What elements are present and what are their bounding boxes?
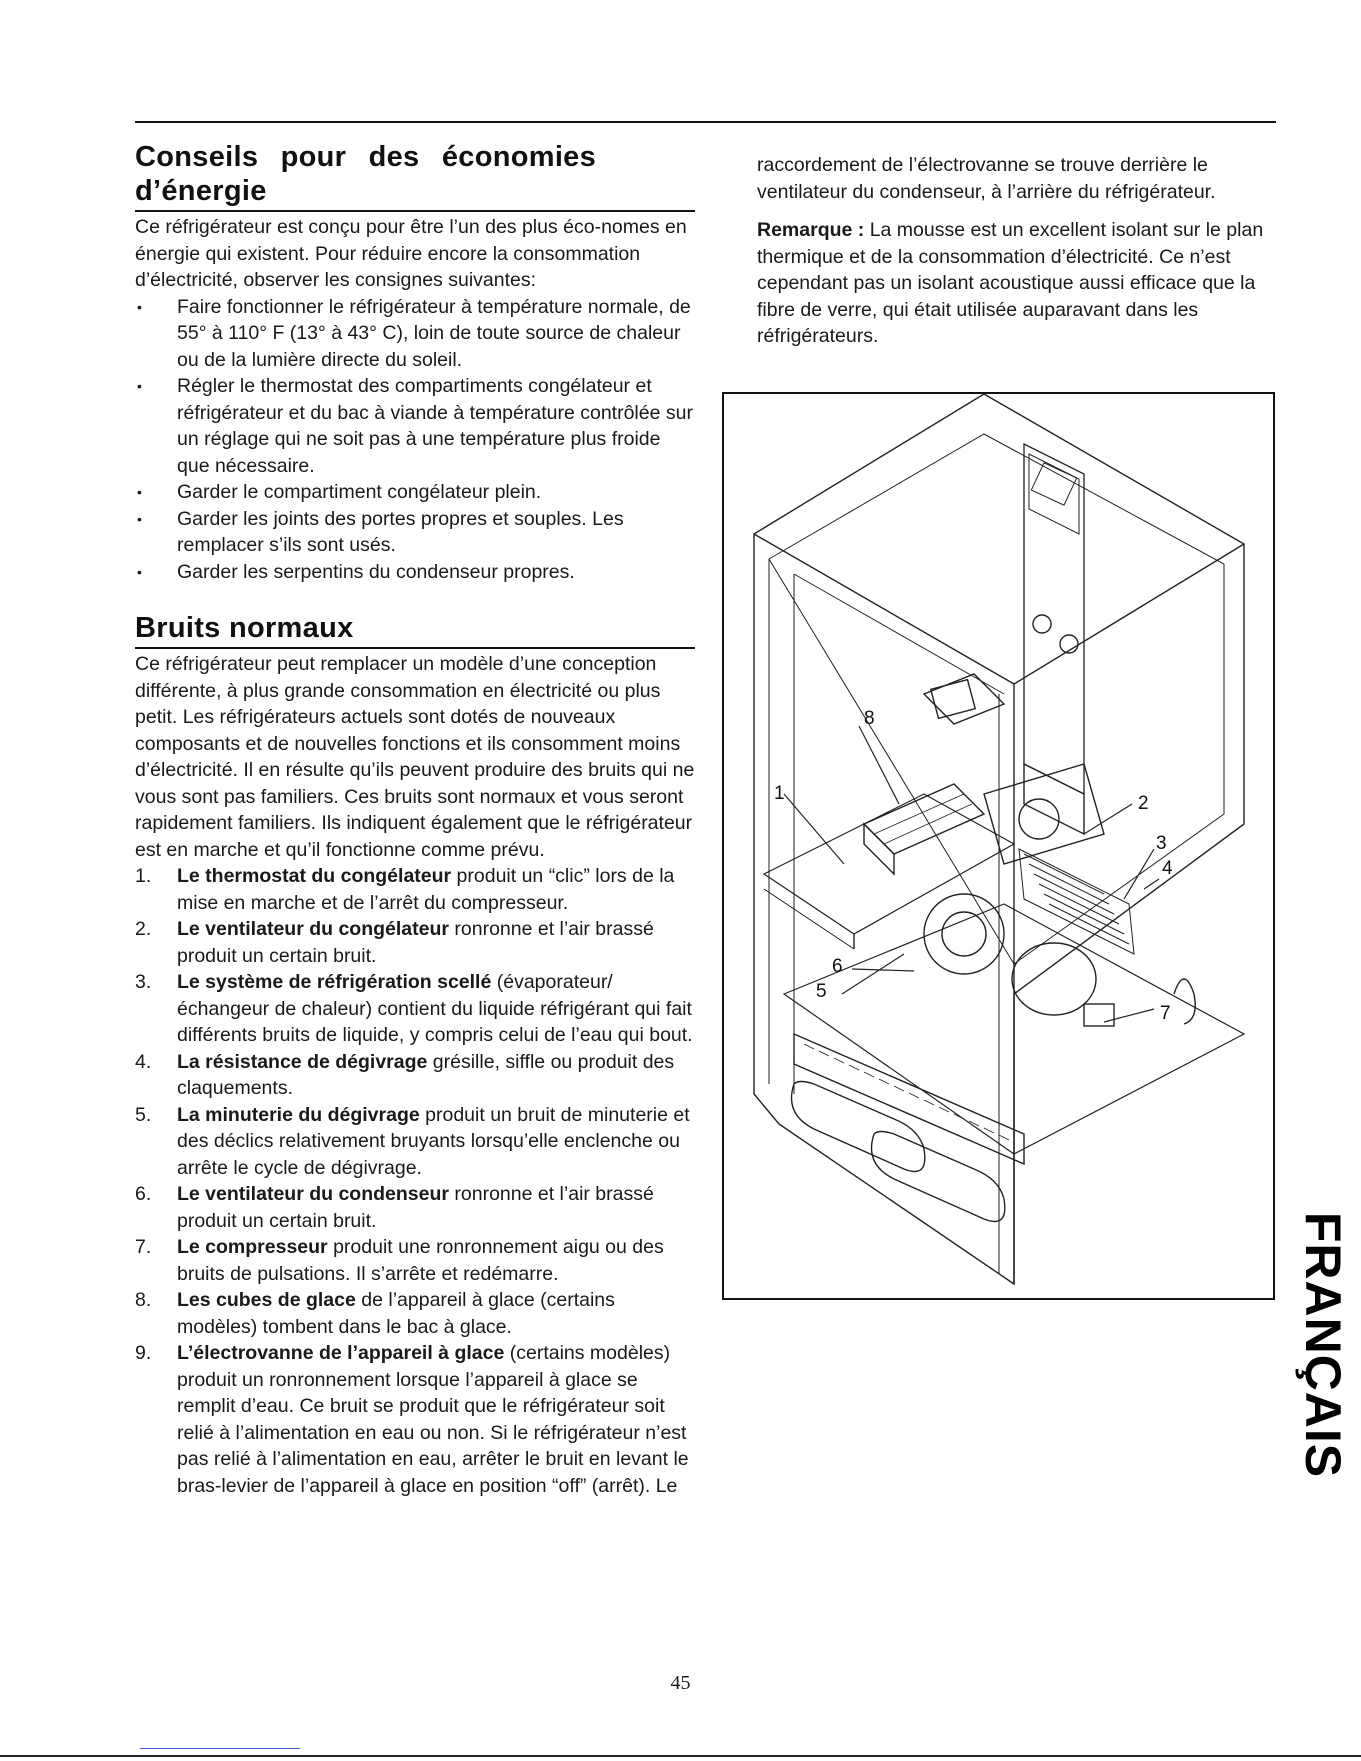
- callout-label: 2: [1138, 793, 1149, 814]
- list-item: 4. La résistance de dégivrage grésille, siffle ou produit des claquements.: [135, 1050, 675, 1099]
- left-column: [135, 140, 695, 1499]
- list-item: • Garder le compartiment congélateur plein.: [137, 481, 542, 503]
- noises-list: [135, 863, 695, 1499]
- callout-label: 5: [816, 981, 827, 1002]
- callout-label: 3: [1156, 833, 1167, 854]
- callout-label: 8: [864, 708, 875, 729]
- energy-intro: Ce réfrigérateur est conçu pour être l’un des plus éco-nomes en énergie qui existent. Pour réduire encore la consommation d’électricité, observer les consignes suivantes:: [135, 216, 687, 291]
- bottom-rule: [0, 1755, 1361, 1757]
- noises-intro: Ce réfrigérateur peut remplacer un modèle d’une conception différente, à plus grande consommation en électricité ou plus petit. Les réfrigérateurs actuels sont dotés de nouveaux composants et de nouvelles fonctions et ils consomment moins d’électricité. Il en résulte qu’ils peuvent produire des bruits qui ne vous sont pas familiers. Ces bruits sont normaux et vous seront rapidement familiers. Ils indiquent également que le réfrigérateur est en marche et qu’il fonctionne comme prévu.: [135, 653, 695, 861]
- list-item: • Régler le thermostat des compartiments congélateur et réfrigérateur et du bac à viande à température contrôlée sur un réglage qui ne soit pas à une température plus froide que nécessaire.: [137, 375, 693, 477]
- list-item: 8. Les cubes de glace de l’appareil à glace (certains modèles) tombent dans le bac à glace.: [135, 1289, 615, 1338]
- language-side-tab: FRANÇAIS: [1295, 1211, 1351, 1479]
- list-item: • Garder les joints des portes propres et souples. Les remplacer s’ils sont usés.: [137, 507, 624, 556]
- list-item: 2. Le ventilateur du congélateur ronronne et l’air brassé produit un certain bruit.: [135, 918, 654, 967]
- list-item: 5. La minuterie du dégivrage produit un bruit de minuterie et des déclics relativement bruyants lorsqu’elle enclenche ou arrête le cycle de dégivrage.: [135, 1103, 690, 1179]
- callout-label: 7: [1160, 1003, 1171, 1024]
- list-item: 7. Le compresseur produit une ronronnement aigu ou des bruits de pulsations. Il s’arrête et redémarre.: [135, 1236, 664, 1285]
- list-item: • Faire fonctionner le réfrigérateur à température normale, de 55° à 110° F (13° à 43° C), loin de toute source de chaleur ou de la lumière directe du soleil.: [137, 295, 691, 371]
- list-item: 9. L’électrovanne de l’appareil à glace (certains modèles) produit un ronronnement lorsque l’appareil à glace se remplit d’eau. Ce bruit se produit que le réfrigérateur soit relié à l’alimentation en eau ou non. Si le réfrigérateur n’est pas relié à l’alimentation en eau, arrêter le bruit en levant le bras-levier de l’appareil à glace en position “off” (arrêt). Le: [135, 1342, 689, 1497]
- list-item: 6. Le ventilateur du condenseur ronronne et l’air brassé produit un certain bruit.: [135, 1183, 654, 1232]
- section-title-noises: Bruits normaux: [135, 611, 695, 649]
- remark-label: Remarque :: [757, 219, 865, 241]
- continuation-text: raccordement de l’électrovanne se trouve derrière le ventilateur du condenseur, à l’arrière du réfrigérateur.: [757, 154, 1216, 203]
- callout-label: 4: [1162, 858, 1173, 879]
- callout-label: 6: [832, 956, 843, 977]
- remark-paragraph: Remarque : La mousse est un excellent isolant sur le plan thermique et de la consommation d’électricité. Ce n’est cependant pas un isolant acoustique aussi efficace que la fibre de verre, qui était utilisée auparavant dans les réfrigérateurs.: [757, 219, 1264, 347]
- refrigerator-diagram-svg: [724, 394, 1273, 1298]
- diagram-callouts: [774, 708, 1173, 1024]
- list-item: • Garder les serpentins du condenseur propres.: [137, 560, 575, 583]
- callout-label: 1: [774, 783, 785, 804]
- list-item: 1. Le thermostat du congélateur produit un “clic” lors de la mise en marche et de l’arrêt du compresseur.: [135, 865, 675, 914]
- list-item: 3. Le système de réfrigération scellé (évaporateur/ échangeur de chaleur) contient du liquide réfrigérant qui fait différents bruits de liquide, y compris celui de l’eau qui bout.: [135, 971, 693, 1046]
- bottom-link-line: [140, 1748, 300, 1749]
- page-number: 45: [670, 1672, 691, 1694]
- refrigerator-diagram: [722, 392, 1275, 1300]
- energy-tips-list: [135, 294, 695, 586]
- section-title-energy: Conseils pour des économies d’énergie: [135, 140, 695, 212]
- right-column: [757, 152, 1287, 350]
- top-rule: [135, 121, 1276, 123]
